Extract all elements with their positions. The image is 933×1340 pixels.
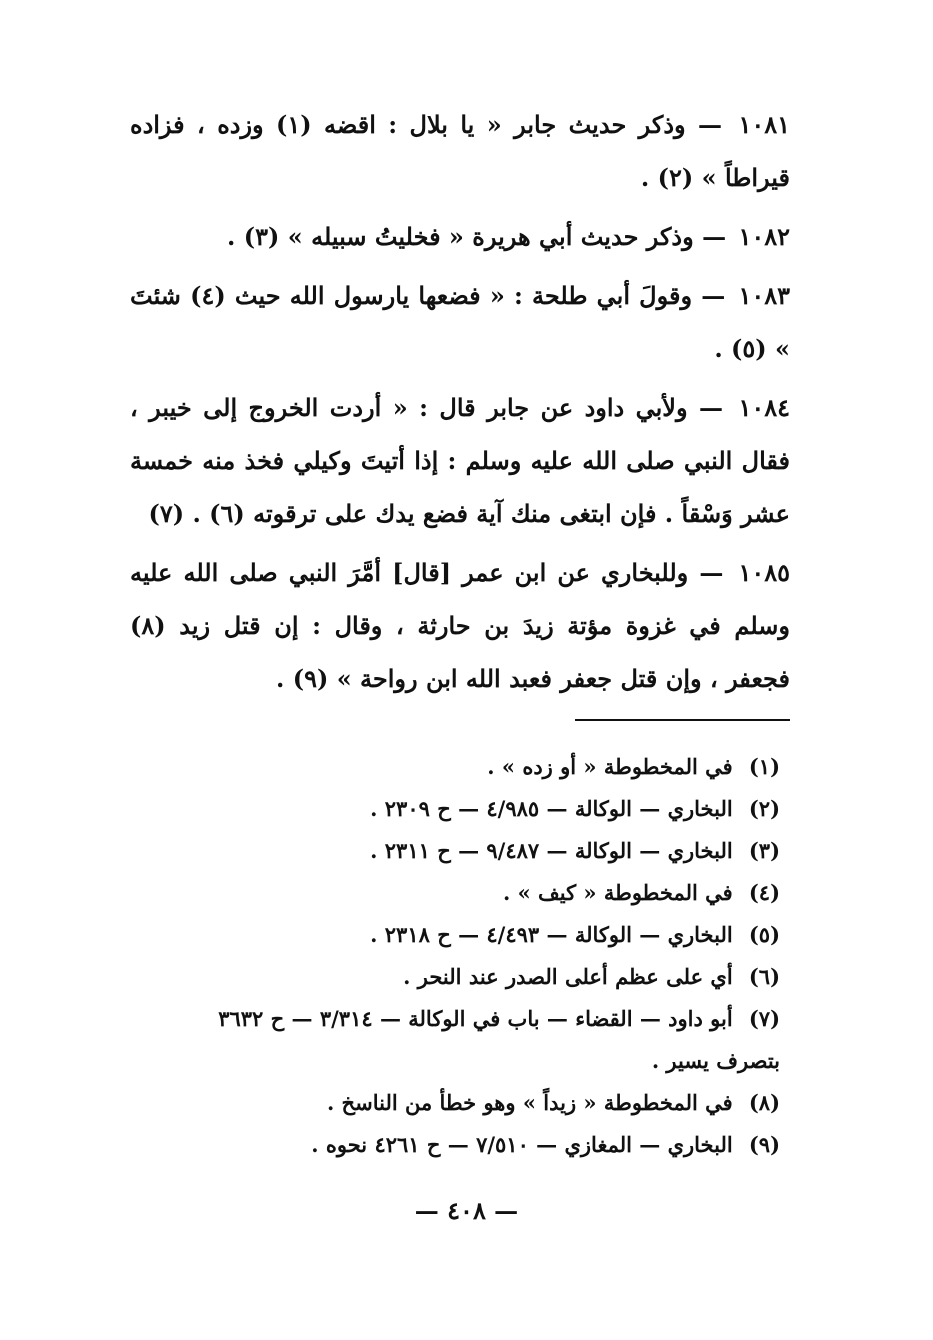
footnote-text: البخاري — المغازي — ٧/٥١٠ — ح ٤٢٦١ نحوه . — [311, 1132, 733, 1157]
page-number: — ٤٠٨ — — [414, 1196, 519, 1225]
footnote-7 — [120, 998, 780, 1040]
footnote-text: في المخطوطة « كيف » . — [502, 880, 733, 905]
paragraph-number: ١٠٨٤ — [738, 393, 790, 422]
footnote-marker: (٤) — [748, 880, 780, 905]
footnote-marker: (٥) — [748, 922, 780, 947]
paragraph-text: — وذكر حديث أبي هريرة « فخليتُ سبيله » (٣) . — [227, 222, 727, 251]
footnote-marker: (١) — [748, 754, 780, 779]
paragraph-number: ١٠٨١ — [738, 110, 790, 139]
footnote-marker: (٣) — [748, 838, 780, 863]
footnote-5 — [120, 914, 780, 956]
footnote-marker: (٢) — [748, 796, 780, 821]
footnote-2 — [120, 788, 780, 830]
footnote-text: أي على عظم أعلى الصدر عند النحر . — [403, 964, 733, 989]
footnote-separator — [575, 719, 790, 721]
footnote-6 — [120, 956, 780, 998]
footnote-marker: (٦) — [748, 964, 780, 989]
paragraph-1085 — [130, 546, 790, 705]
footnote-8 — [120, 1082, 780, 1124]
paragraph-1081 — [130, 98, 790, 204]
footnote-1 — [120, 746, 780, 788]
footnote-text: البخاري — الوكالة — ٤/٤٩٣ — ح ٢٣١٨ . — [370, 922, 733, 947]
footnote-4 — [120, 872, 780, 914]
footnotes — [120, 746, 780, 1166]
paragraph-text: — وذكر حديث جابر « يا بلال : اقضه (١) وزده ، فزاده قيراطاً » (٢) . — [130, 110, 790, 192]
footnote-marker: (٨) — [748, 1090, 780, 1115]
paragraph-number: ١٠٨٢ — [738, 222, 790, 251]
footnote-text: البخاري — الوكالة — ٤/٩٨٥ — ح ٢٣٠٩ . — [370, 796, 733, 821]
main-text — [130, 98, 790, 711]
footnote-text: البخاري — الوكالة — ٩/٤٨٧ — ح ٢٣١١ . — [370, 838, 733, 863]
footnote-text: أبو داود — القضاء — باب في الوكالة — ٣/٣١٤ — ح ٣٦٣٢ — [218, 1006, 733, 1031]
paragraph-1084 — [130, 381, 790, 540]
paragraph-text: — وللبخاري عن ابن عمر [قال] أمَّرَ النبي صلى الله عليه وسلم في غزوة مؤتة زيدَ بن حارثة ، وقال : إن قتل زيد (٨) فجعفر ، وإن قتل جعفر فعبد الله ابن رواحة » (٩) . — [130, 558, 790, 693]
paragraph-text: — وقولَ أبي طلحة : « فضعها يارسول الله حيث (٤) شئتَ » (٥) . — [130, 281, 790, 363]
footnote-text: في المخطوطة « زيداً » وهو خطأ من الناسخ . — [326, 1090, 733, 1115]
paragraph-1082 — [130, 210, 790, 263]
paragraph-number: ١٠٨٥ — [738, 558, 790, 587]
paragraph-1083 — [130, 269, 790, 375]
footnote-9 — [120, 1124, 780, 1166]
footnote-marker: (٧) — [748, 1006, 780, 1031]
footnote-marker: (٩) — [748, 1132, 780, 1157]
paragraph-text: — ولأبي داود عن جابر قال : « أردت الخروج إلى خيبر ، فقال النبي صلى الله عليه وسلم : إذا أتيتَ وكيلي فخذ منه خمسة عشر وَسْقاً . فإن ابتغى منك آية فضع يدك على ترقوته (٦) . (٧) — [130, 393, 790, 528]
footnote-7-continuation: بتصرف يسير . — [651, 1048, 780, 1073]
paragraph-number: ١٠٨٣ — [738, 281, 790, 310]
footnote-text: في المخطوطة « أو زده » . — [487, 754, 733, 779]
footnote-3 — [120, 830, 780, 872]
